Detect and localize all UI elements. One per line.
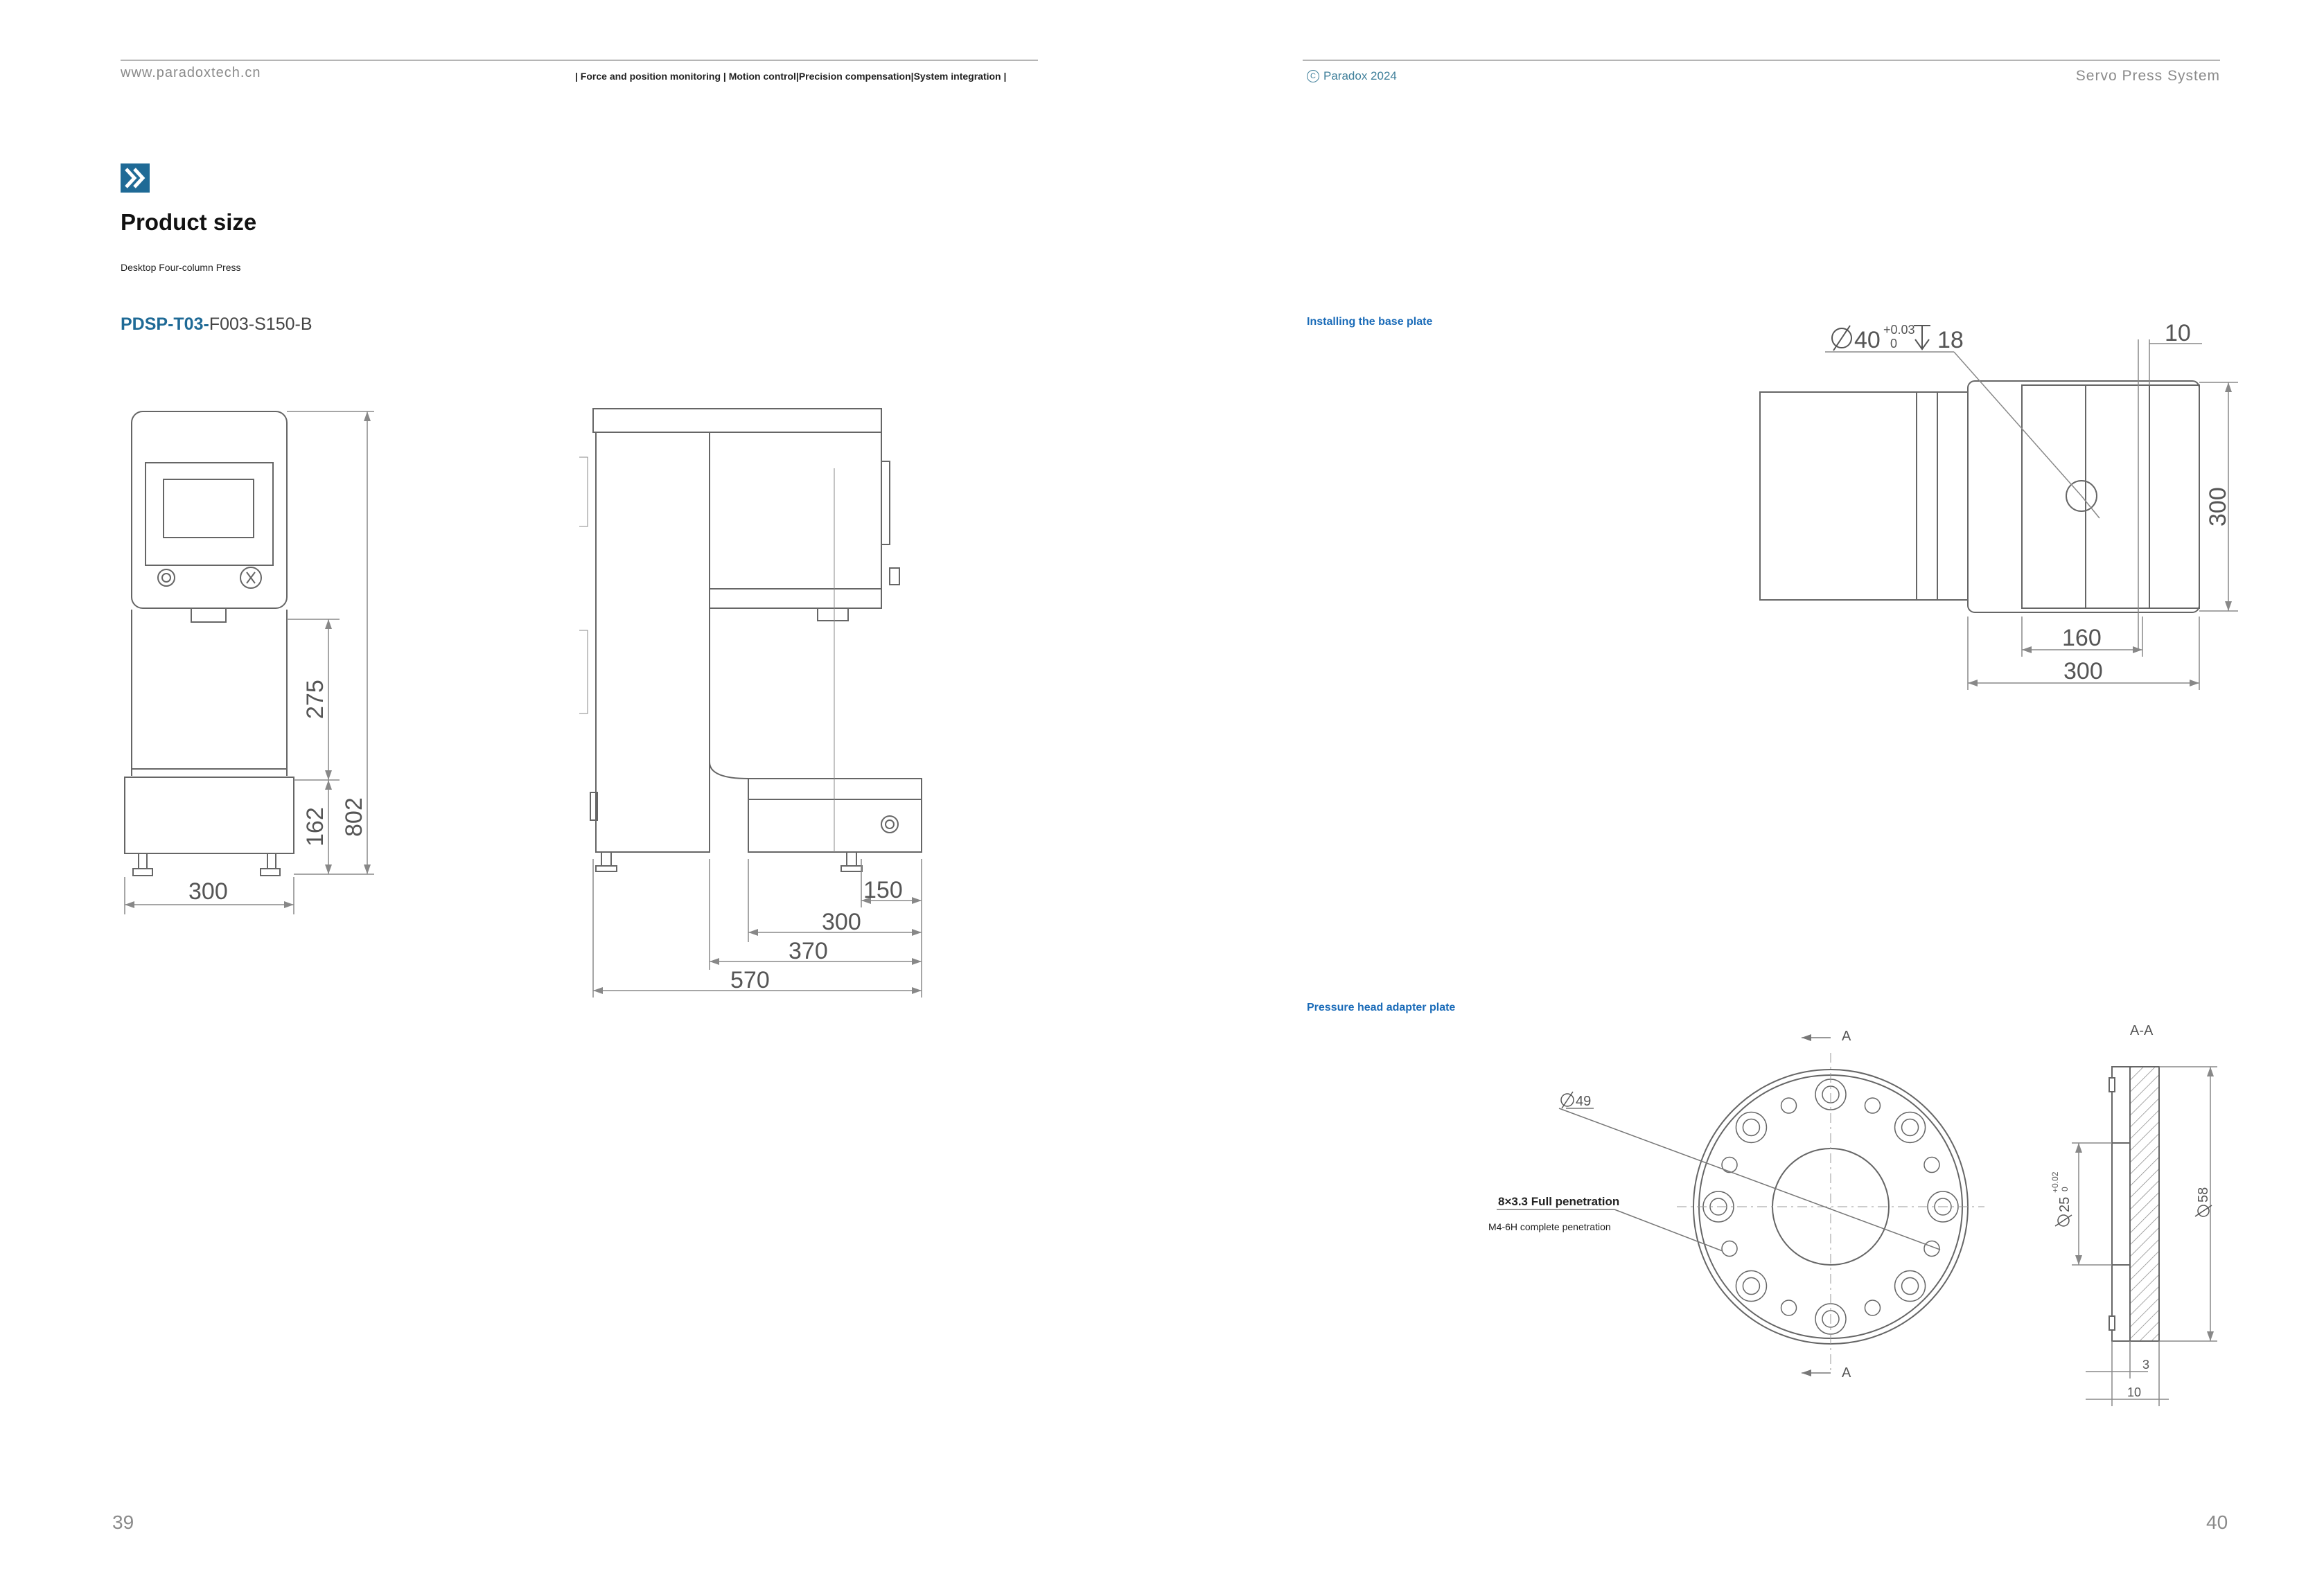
callout-m4: M4-6H complete penetration — [1488, 1221, 1611, 1232]
dim-300-vertical: 300 — [2205, 487, 2231, 526]
model-suffix: F003-S150-B — [209, 314, 312, 334]
callout-full-penetration: 8×3.3 Full penetration — [1498, 1195, 1620, 1208]
section-outer: 58 — [2196, 1187, 2211, 1203]
thread-hole — [1865, 1098, 1880, 1113]
tagline: | Force and position monitoring | Motion control|Precision compensation|System integration | — [575, 71, 1007, 82]
dim-10-top: 10 — [2165, 320, 2191, 346]
base-plate-label: Installing the base plate — [1307, 316, 1433, 328]
bolt-hole-inner — [1902, 1278, 1919, 1295]
hole-tol-lower: 0 — [1890, 337, 1898, 351]
dim-300-front: 300 — [188, 878, 228, 905]
page-number-left: 39 — [112, 1511, 134, 1533]
thread-hole — [1722, 1241, 1737, 1256]
dim-160: 160 — [2062, 625, 2102, 651]
adapter-plate-label: Pressure head adapter plate — [1307, 1002, 1456, 1013]
section-bore-tol-lower: 0 — [2060, 1187, 2070, 1191]
section-dim-10: 10 — [2127, 1385, 2142, 1399]
page-number-right: 40 — [2206, 1511, 2228, 1533]
bolt-hole-inner — [1743, 1278, 1759, 1295]
bolt-hole — [1736, 1271, 1766, 1302]
hole-depth: 18 — [1937, 327, 1964, 353]
section-mark-a-bottom: A — [1842, 1365, 1851, 1381]
section-bore-tol-upper: +0.02 — [2050, 1171, 2060, 1193]
bolt-hole — [1895, 1271, 1926, 1302]
hole-tol-upper: +0.03 — [1883, 323, 1915, 337]
copyright-icon: C — [1307, 70, 1319, 82]
thread-hole — [1865, 1300, 1880, 1315]
dim-570: 570 — [730, 967, 770, 993]
dim-370: 370 — [789, 938, 828, 964]
section-dim-3: 3 — [2142, 1358, 2150, 1372]
bolt-hole — [1895, 1112, 1926, 1142]
dim-802: 802 — [341, 797, 367, 837]
dim-300-side: 300 — [822, 909, 861, 935]
diameter-symbol-icon — [1561, 1092, 1574, 1108]
dim-275: 275 — [302, 680, 328, 719]
system-title: Servo Press System — [2075, 68, 2220, 84]
bolt-hole-inner — [1902, 1119, 1919, 1135]
copyright-text: Paradox 2024 — [1323, 69, 1397, 82]
thread-hole — [1781, 1300, 1797, 1315]
thread-hole — [1781, 1098, 1797, 1113]
thread-hole — [1924, 1158, 1939, 1173]
bolt-hole — [1736, 1112, 1766, 1142]
section-bore: 25 — [2057, 1196, 2072, 1212]
section-title: Product size — [121, 209, 257, 235]
dim-150: 150 — [863, 877, 903, 903]
section-mark-a-top: A — [1842, 1029, 1851, 1044]
section-title: A-A — [2130, 1023, 2154, 1038]
dim-162: 162 — [302, 807, 328, 846]
dim-300-horizontal: 300 — [2063, 658, 2103, 684]
model-prefix: PDSP-T03- — [121, 314, 209, 334]
hole-diameter: 40 — [1854, 327, 1881, 353]
subtitle: Desktop Four-column Press — [121, 262, 241, 273]
callout-phi49: 49 — [1576, 1094, 1592, 1109]
bolt-hole-inner — [1743, 1119, 1759, 1135]
thread-hole — [1722, 1158, 1737, 1173]
site-url[interactable]: www.paradoxtech.cn — [121, 65, 261, 80]
